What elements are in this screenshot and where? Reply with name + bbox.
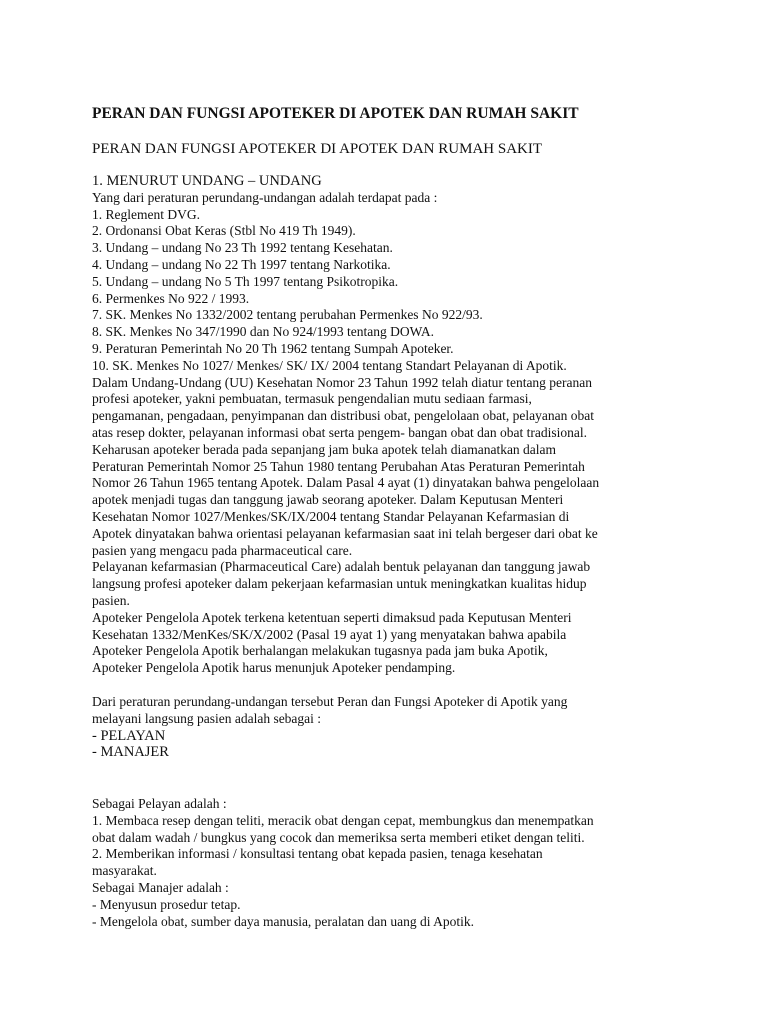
text-line: 6. Permenkes No 922 / 1993. [92,290,250,306]
text-line: obat dalam wadah / bungkus yang cocok dan memeriksa serta memberi etiket dengan teliti. [92,829,585,845]
text-line: - MANAJER [92,744,169,761]
text-line: profesi apoteker, yakni pembuatan, termasuk pengendalian mutu sediaan farmasi, [92,391,532,407]
document-subtitle: PERAN DAN FUNGSI APOTEKER DI APOTEK DAN RUMAH SAKIT [92,141,543,157]
text-line: apotek menjadi tugas dan tanggung jawab seorang apoteker. Dalam Keputusan Menteri [92,492,564,508]
text-line: 1. Reglement DVG. [92,206,200,222]
text-line: Kesehatan 1332/MenKes/SK/X/2002 (Pasal 19 ayat 1) yang menyatakan bahwa apabila [92,626,567,642]
text-line: Keharusan apoteker berada pada sepanjang jam buka apotek telah diamanatkan dalam [92,441,557,457]
text-line: Peraturan Pemerintah Nomor 25 Tahun 1980 tentang Perubahan Atas Peraturan Pemerintah [92,458,585,474]
text-line: 1. Membaca resep dengan teliti, meracik obat dengan cepat, membungkus dan menempatkan [92,812,594,828]
text-line: 2. Ordonansi Obat Keras (Stbl No 419 Th 1949). [92,223,356,239]
text-line: Apoteker Pengelola Apotek terkena ketentuan seperti dimaksud pada Keputusan Menteri [92,609,572,625]
text-line: 7. SK. Menkes No 1332/2002 tentang perubahan Permenkes No 922/93. [92,307,483,323]
text-line: Sebagai Manajer adalah : [92,880,229,896]
text-line: Kesehatan Nomor 1027/Menkes/SK/IX/2004 tentang Standar Pelayanan Kefarmasian di [92,508,570,524]
section-3-body [92,796,692,930]
text-line: Dari peraturan perundang-undangan tersebut Peran dan Fungsi Apoteker di Apotik yang [92,693,568,709]
text-line: Apotek dinyatakan bahwa orientasi pelayanan kefarmasian saat ini telah bergeser dari obat ke [92,525,598,541]
text-line: - PELAYAN [92,727,166,744]
text-line: atas resep dokter, pelayanan informasi obat serta pengem- bangan obat dan obat tradisional. [92,424,588,440]
document-title: PERAN DAN FUNGSI APOTEKER DI APOTEK DAN RUMAH SAKIT [92,105,579,122]
text-line: - Menyusun prosedur tetap. [92,896,241,912]
section-1-heading: 1. MENURUT UNDANG – UNDANG [92,173,322,189]
text-line: Yang dari peraturan perundang-undangan adalah terdapat pada : [92,189,438,205]
text-line: 5. Undang – undang No 5 Th 1997 tentang Psikotropika. [92,273,399,289]
text-line: pasien yang mengacu pada pharmaceutical care. [92,542,353,558]
text-line: langsung profesi apoteker dalam pekerjaan kefarmasian untuk meningkatkan kualitas hidup [92,576,587,592]
spacer [92,761,692,796]
section-2-body [92,694,692,761]
text-line: melayani langsung pasien adalah sebagai : [92,710,322,726]
text-line: 10. SK. Menkes No 1027/ Menkes/ SK/ IX/ 2004 tentang Standart Pelayanan di Apotik. [92,357,567,373]
text-line: Sebagai Pelayan adalah : [92,796,227,812]
text-line: 4. Undang – undang No 22 Th 1997 tentang Narkotika. [92,256,391,272]
text-line: pengamanan, pengadaan, penyimpanan dan distribusi obat, pengelolaan obat, pelayanan obat [92,408,594,424]
text-line: Nomor 26 Tahun 1965 tentang Apotek. Dalam Pasal 4 ayat (1) dinyatakan bahwa pengelolaan [92,475,600,491]
text-line: Dalam Undang-Undang (UU) Kesehatan Nomor 23 Tahun 1992 telah diatur tentang peranan [92,374,593,390]
text-line: - Mengelola obat, sumber daya manusia, peralatan dan uang di Apotik. [92,913,475,929]
text-line: 9. Peraturan Pemerintah No 20 Th 1962 tentang Sumpah Apoteker. [92,340,454,356]
text-line: pasien. [92,592,130,608]
section-1-body [92,190,692,677]
text-line: masyarakat. [92,863,157,879]
document-page [92,104,692,930]
text-line: 8. SK. Menkes No 347/1990 dan No 924/1993 tentang DOWA. [92,324,434,340]
text-line: 2. Memberikan informasi / konsultasi tentang obat kepada pasien, tenaga kesehatan [92,846,543,862]
text-line: 3. Undang – undang No 23 Th 1992 tentang Kesehatan. [92,240,393,256]
text-line: Apoteker Pengelola Apotik berhalangan melakukan tugasnya pada jam buka Apotik, [92,643,548,659]
text-line: Pelayanan kefarmasian (Pharmaceutical Care) adalah bentuk pelayanan dan tanggung jawab [92,559,591,575]
spacer [92,677,692,694]
section-1 [92,173,692,677]
text-line: Apoteker Pengelola Apotik harus menunjuk Apoteker pendamping. [92,660,456,676]
